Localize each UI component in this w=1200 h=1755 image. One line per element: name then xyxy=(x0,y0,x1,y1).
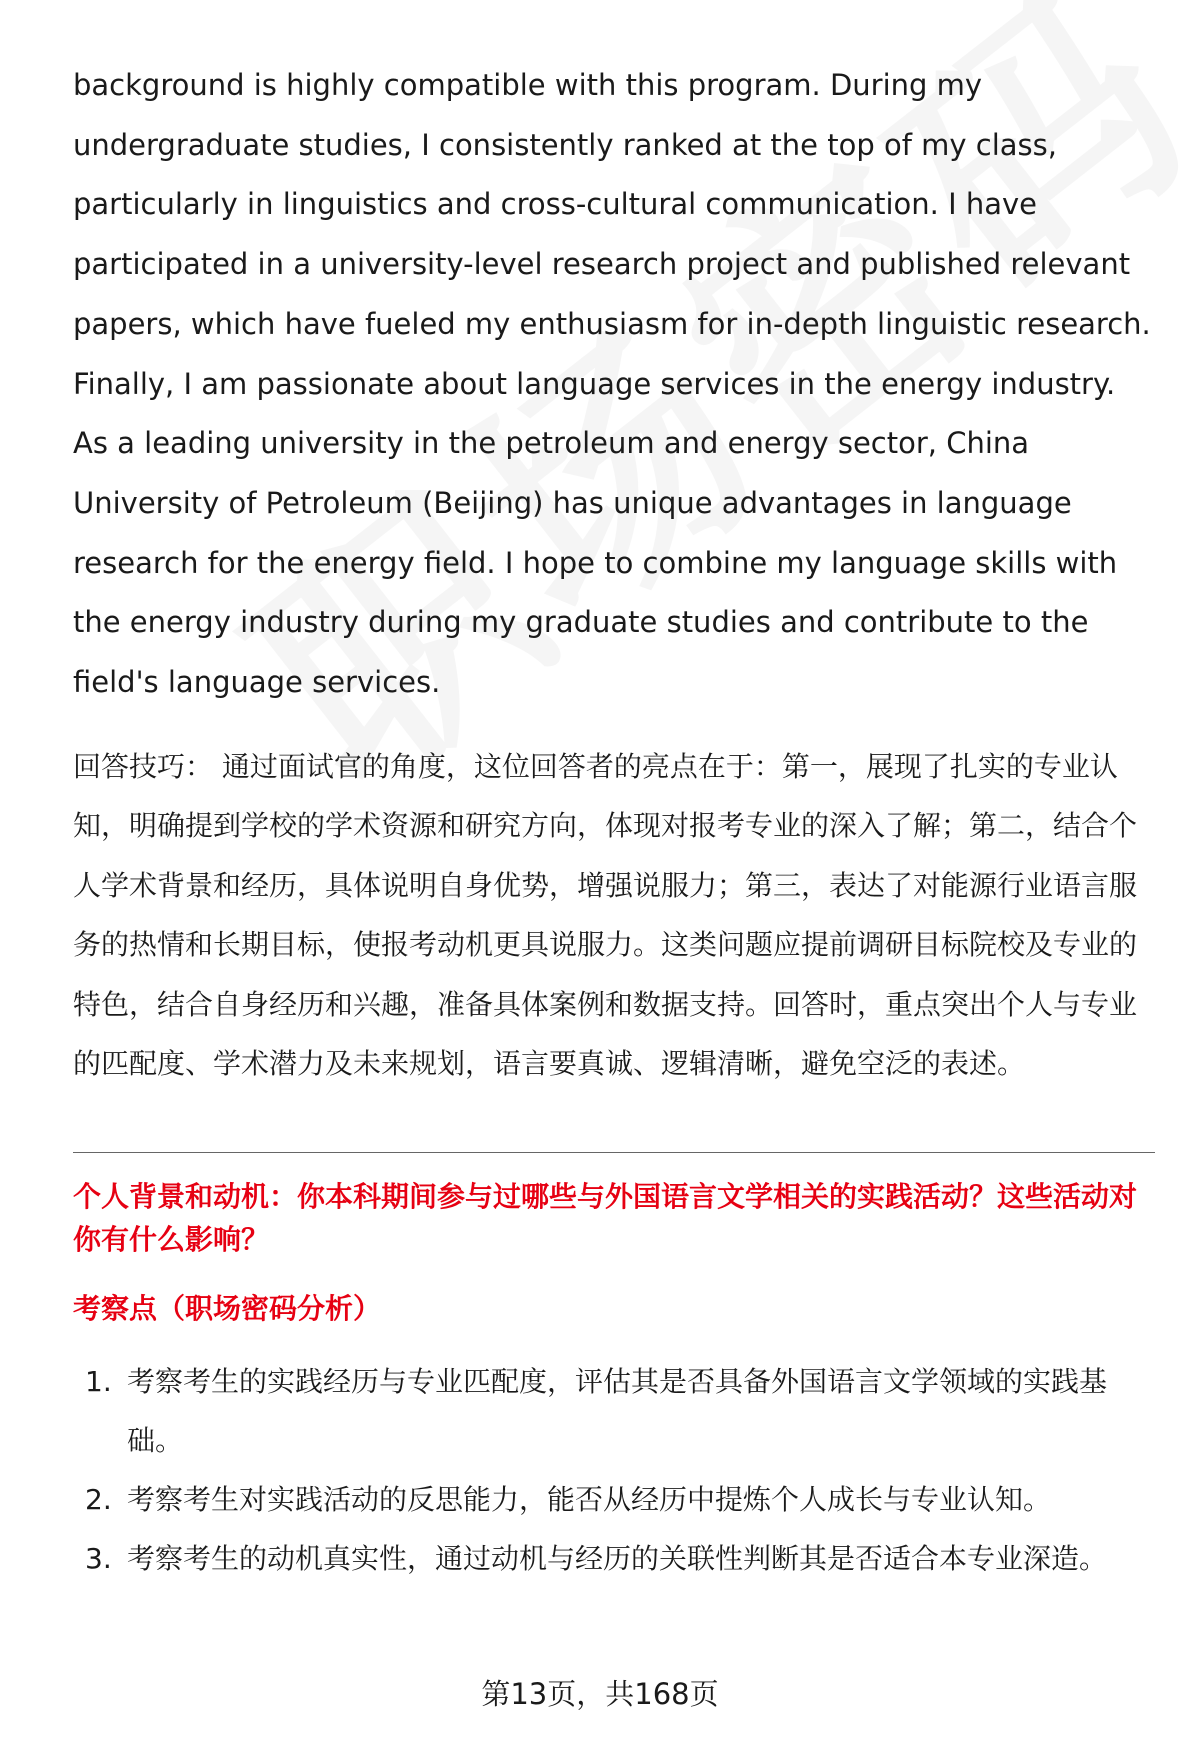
question-heading: 个人背景和动机：你本科期间参与过哪些与外国语言文学相关的实践活动？这些活动对你有什么影响？ xyxy=(73,1179,1138,1256)
assessment-point xyxy=(73,1470,1155,1529)
section-divider xyxy=(73,1152,1155,1153)
answer-tips-paragraph: 回答技巧： 通过面试官的角度，这位回答者的亮点在于：第一，展现了扎实的专业认知，明确提到学校的学术资源和研究方向，体现对报考专业的深入了解；第二，结合个人学术背景和经历，具体说明自身优势，增强说服力；第三，表达了对能源行业语言服务的热情和长期目标，使报考动机更具说服力。这类问题应提前调研目标院校及专业的特色，结合自身经历和兴趣，准备具体案例和数据支持。回答时，重点突出个人与专业的匹配度、学术潜力及未来规划，语言要真诚、逻辑清晰，避免空泛的表述。 xyxy=(73,749,1138,1081)
answer-paragraph: background is highly compatible with this program. During my undergraduate studies, I consistently ranked at the top of my class, particularly in linguistics and cross-cultural communication. I have participated in a university-level research project and published relevant papers, which have fueled my enthusiasm for in-depth linguistic research. Finally, I am passionate about language services in the energy industry. As a leading university in the petroleum and energy sector, China University of Petroleum (Beijing) has unique advantages in language research for the energy field. I hope to combine my language skills with the energy industry during my graduate studies and contribute to the field's language services. xyxy=(73,68,1151,700)
point-text: 考察考生的动机真实性，通过动机与经历的关联性判断其是否适合本专业深造。 xyxy=(127,1541,1108,1575)
assessment-point xyxy=(73,1352,1155,1470)
page-number-footer: 第13页，共168页 xyxy=(481,1677,719,1711)
point-text: 考察考生的实践经历与专业匹配度，评估其是否具备外国语言文学领域的实践基础。 xyxy=(127,1364,1108,1457)
point-number: 3. xyxy=(85,1541,112,1575)
page-content xyxy=(73,56,1155,1588)
assessment-points-list xyxy=(73,1352,1155,1588)
assessment-point xyxy=(73,1529,1155,1588)
assessment-heading: 考察点（职场密码分析） xyxy=(73,1291,382,1325)
point-number: 2. xyxy=(85,1482,112,1516)
point-text: 考察考生对实践活动的反思能力，能否从经历中提炼个人成长与专业认知。 xyxy=(127,1482,1052,1516)
point-number: 1. xyxy=(85,1364,112,1398)
